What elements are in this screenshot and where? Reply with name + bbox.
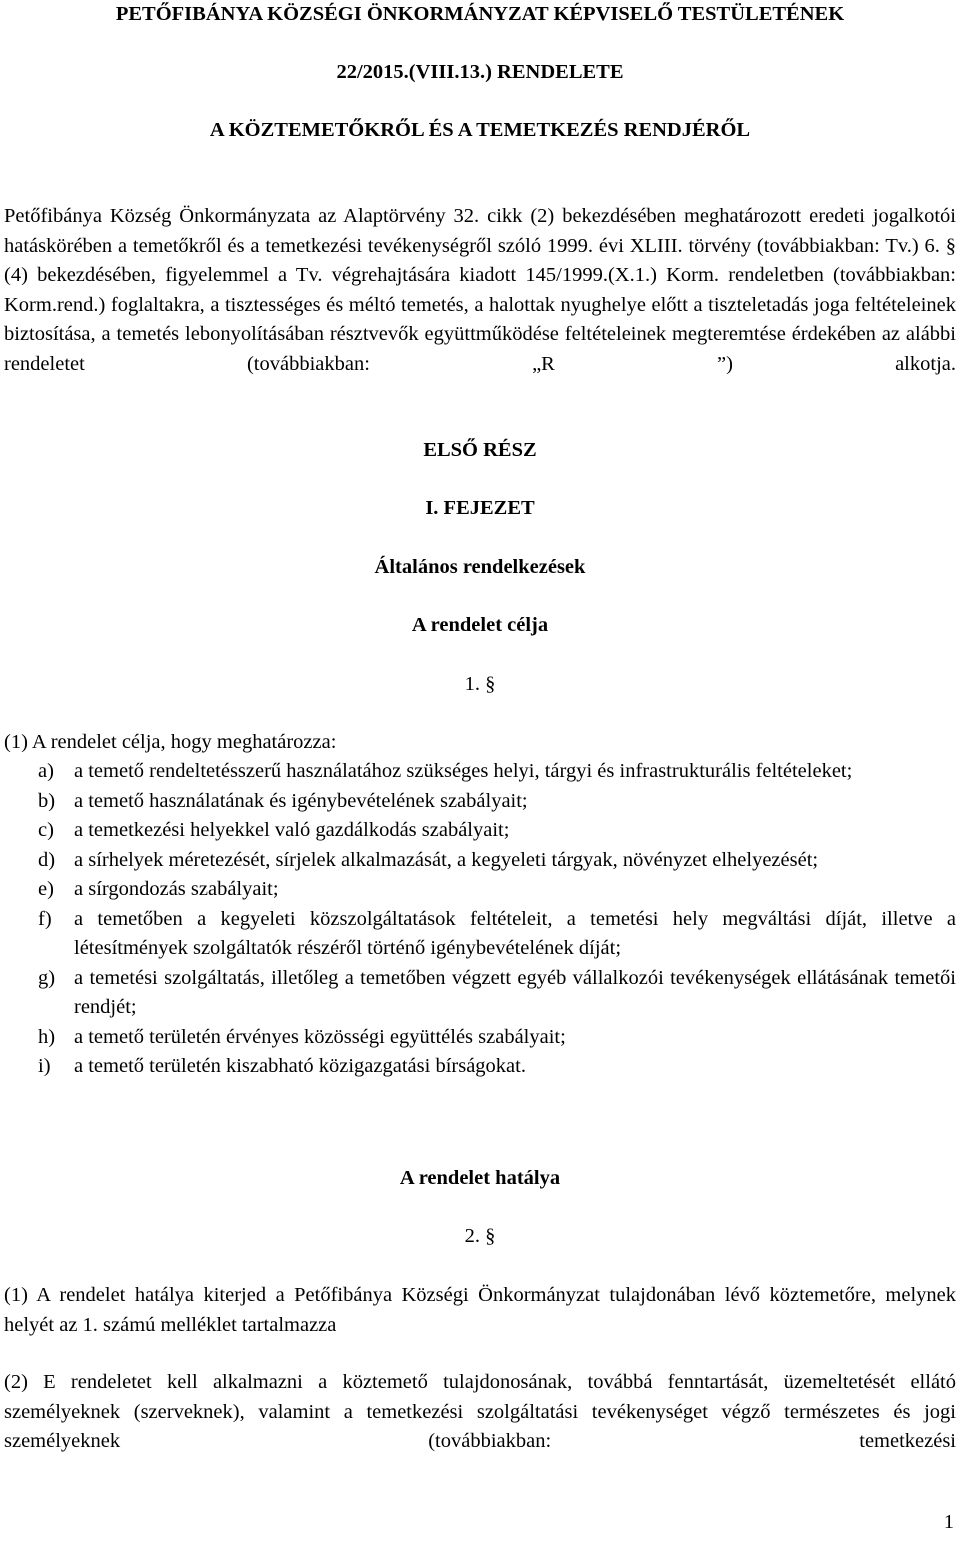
section-2-title: A rendelet hatálya [399, 1167, 561, 1189]
purpose-list [38, 757, 956, 1082]
council-title: PETŐFIBÁNYA KÖZSÉGI ÖNKORMÁNYZAT KÉPVISELŐ TESTÜLETÉNEK [115, 3, 845, 25]
list-item: a) a temető rendeltetésszerű használatához szükséges helyi, tárgyi és infrastrukturális feltételeket; [38, 760, 853, 782]
list-item: i) a temető területén kiszabható közigazgatási bírságokat. [38, 1055, 526, 1077]
list-item: c) a temetkezési helyekkel való gazdálkodás szabályait; [38, 819, 510, 841]
list-item: g) a temetési szolgáltatás, illetőleg a temetőben végzett egyéb vállalkozói tevékenységek ellátásának temetői rendjét; [38, 966, 956, 1018]
decree-number: 22/2015.(VIII.13.) RENDELETE [336, 61, 624, 83]
chapter-title: Általános rendelkezések [374, 556, 586, 578]
list-item: h) a temető területén érvényes közösségi együttélés szabályait; [38, 1025, 566, 1048]
section-2-paragraph-1: (1) A rendelet hatálya kiterjed a Petőfibánya Községi Önkormányzat tulajdonában lévő köztemetőre, melynek helyét az 1. számú melléklet tartalmazza [4, 1284, 956, 1336]
section-1-lead: (1) A rendelet célja, hogy meghatározza: [4, 731, 337, 753]
list-item: e) a sírgondozás szabályait; [38, 878, 279, 900]
decree-title: A KÖZTEMETŐKRŐL ÉS A TEMETKEZÉS RENDJÉRŐL [209, 119, 751, 141]
section-1-number: 1. § [464, 673, 496, 695]
page-number: 1 [943, 1511, 954, 1533]
list-item: b) a temető használatának és igénybevételének szabályait; [38, 789, 528, 812]
chapter-heading: I. FEJEZET [425, 497, 535, 519]
list-item: f) a temetőben a kegyeleti közszolgáltatások feltételeit, a temetési hely megváltási díját, illetve a létesítmények szolgáltatók részéről történő igénybevételének díját; [38, 907, 956, 959]
part-heading: ELSŐ RÉSZ [423, 439, 537, 461]
section-2-paragraph-2: (2) E rendeletet kell alkalmazni a köztemető tulajdonosának, továbbá fenntartását, üzemeltetését ellátó személyeknek (szerveknek), valamint a temetkezési szolgáltatási tevékenységet végző természetes és jogi személyeknek (továbbiakban: temetkezési [4, 1371, 956, 1452]
preamble-paragraph: Petőfibánya Község Önkormányzata az Alaptörvény 32. cikk (2) bekezdésében meghatározott eredeti jogalkotói hatáskörében a temetőkről és a temetkezési tevékenységről szóló 1999. évi XLIII. törvény (továbbiakban: Tv.) 6. § (4) bekezdésében, figyelemmel a Tv. végrehajtására kiadott 145/1999.(X.1.) Korm. rendeletben (továbbiakban: Korm.rend.) foglaltakra, a tisztességes és méltó temetés, a halottak nyughelye előtt a tiszteletadás joga feltételeinek biztosítása, a temetés lebonyolításában résztvevők együttműködése feltételeinek megteremtése érdekében az alábbi rendeletet (továbbiakban: „R ”) alkotja. [4, 205, 956, 375]
list-item: d) a sírhelyek méretezését, sírjelek alkalmazását, a kegyeleti tárgyak, növényzet elhelyezését; [38, 848, 819, 871]
section-1-title: A rendelet célja [411, 614, 549, 636]
section-2-number: 2. § [464, 1225, 496, 1247]
